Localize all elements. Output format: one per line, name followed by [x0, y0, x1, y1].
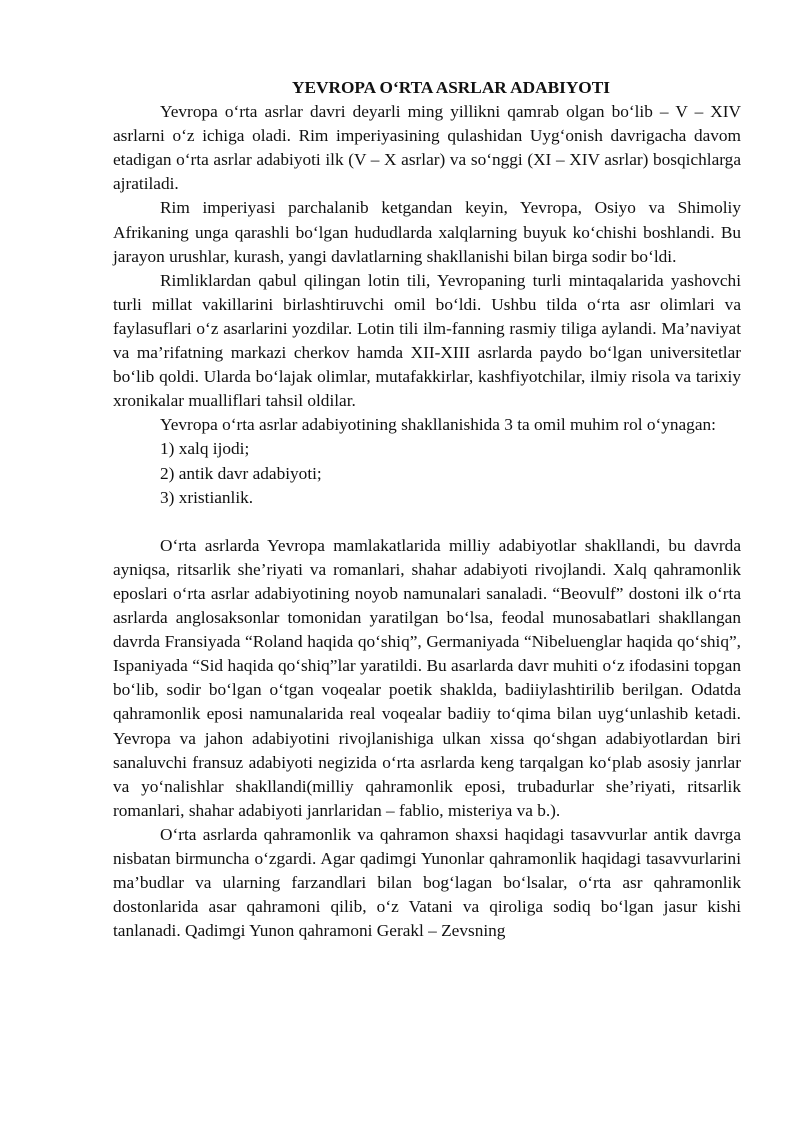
- document-page: [113, 76, 741, 943]
- list-item: 1) xalq ijodi;: [160, 439, 250, 459]
- paragraph-factors: Yevropa o‘rta asrlar adabiyotining shakllanishida 3 ta omil muhim rol o‘ynagan:: [160, 415, 716, 435]
- list-item: 2) antik davr adabiyoti;: [160, 463, 322, 483]
- paragraph-heroism: O‘rta asrlarda qahramonlik va qahramon shaxsi haqidagi tasavvurlar antik davrga nisbatan birmuncha o‘zgardi. Agar qadimgi Yunonlar qahramonlik haqidagi tasavvurlarini ma’budlar va ularning farzandlari bilan bog‘lagan bo‘lsalar, o‘rta asr qahramonlik dostonlarida asar qahramoni qilib, o‘z Vatani va qiroliga sodiq bo‘lgan jasur kishi tanlanadi. Qadimgi Yunon qahramoni Gerakl – Zevsning: [113, 824, 741, 941]
- paragraph-migration: Rim imperiyasi parchalanib ketgandan keyin, Yevropa, Osiyo va Shimoliy Afrikaning unga qarashli bo‘lgan hududlarda xalqlarning buyuk ko‘chishi boshlandi. Bu jarayon urushlar, kurash, yangi davlatlarning shakllanishi bilan birga sodir bo‘ldi.: [113, 198, 741, 266]
- document-title: YEVROPA O‘RTA ASRLAR ADABIYOTI: [291, 78, 611, 97]
- blank-line: [113, 510, 741, 534]
- list-item: 3) xristianlik.: [160, 487, 254, 507]
- paragraph-national-literatures: O‘rta asrlarda Yevropa mamlakatlarida milliy adabiyotlar shakllandi, bu davrda ayniqsa, ritsarlik she’riyati va romanlari, shahar adabiyoti rivojlandi. Xalq qahramonlik eposlari o‘rta asrlar adabiyotining noyob namunalari sanaladi. “Beovulf” dostoni ilk o‘rta asrlarda anglosaksonlar tomonidan yaratilgan bo‘lsa, feodal munosabatlari shakllangan davrda Fransiyada “Roland haqida qo‘shiq”, Germaniyada “Nibeluenglar haqida qo‘shiq”, Ispaniyada “Sid haqida qo‘shiq”lar yaratildi. Bu asarlarda davr muhiti o‘z ifodasini topgan bo‘lib, sodir bo‘lgan o‘tgan voqealar poetik shaklda, badiiylashtirilib berilgan. Odatda qahramonlik eposi namunalarida real voqealar badiiy to‘qima bilan uyg‘unlashib ketadi. Yevropa va jahon adabiyotini rivojlanishiga ulkan xissa qo‘shgan adabiyotlardan biri sanaluvchi fransuz adabiyoti negizida o‘rta asrlarda keng tarqalgan ko‘plab asosiy janrlar va yo‘nalishlar shakllandi(milliy qahramonlik eposi, trubadurlar she’riyati, ritsarlik romanlari, shahar adabiyoti janrlaridan – fablio, misteriya va b.).: [113, 535, 741, 820]
- paragraph-intro: Yevropa o‘rta asrlar davri deyarli ming yillikni qamrab olgan bo‘lib – V – XIV asrlarni o‘z ichiga oladi. Rim imperiyasining qulashidan Uyg‘onish davrigacha davom etadigan o‘rta asrlar adabiyoti ilk (V – X asrlar) va so‘nggi (XI – XIV asrlar) bosqichlarga ajratiladi.: [113, 102, 741, 194]
- factors-list: [113, 437, 741, 509]
- paragraph-latin: Rimliklardan qabul qilingan lotin tili, Yevropaning turli mintaqalarida yashovchi turli millat vakillarini birlashtiruvchi omil bo‘ldi. Ushbu tilda o‘rta asr olimlari va faylasuflari o‘z asarlarini yozdilar. Lotin tili ilm-fanning rasmiy tiliga aylandi. Ma’naviyat va ma’rifatning markazi cherkov hamda XII-XIII asrlarda paydo bo‘lgan universitetlar bo‘lib qoldi. Ularda bo‘lajak olimlar, mutafakkirlar, kashfiyotchilar, ilmiy risola va tarixiy xronikalar mualliflari tahsil oldilar.: [113, 270, 741, 411]
